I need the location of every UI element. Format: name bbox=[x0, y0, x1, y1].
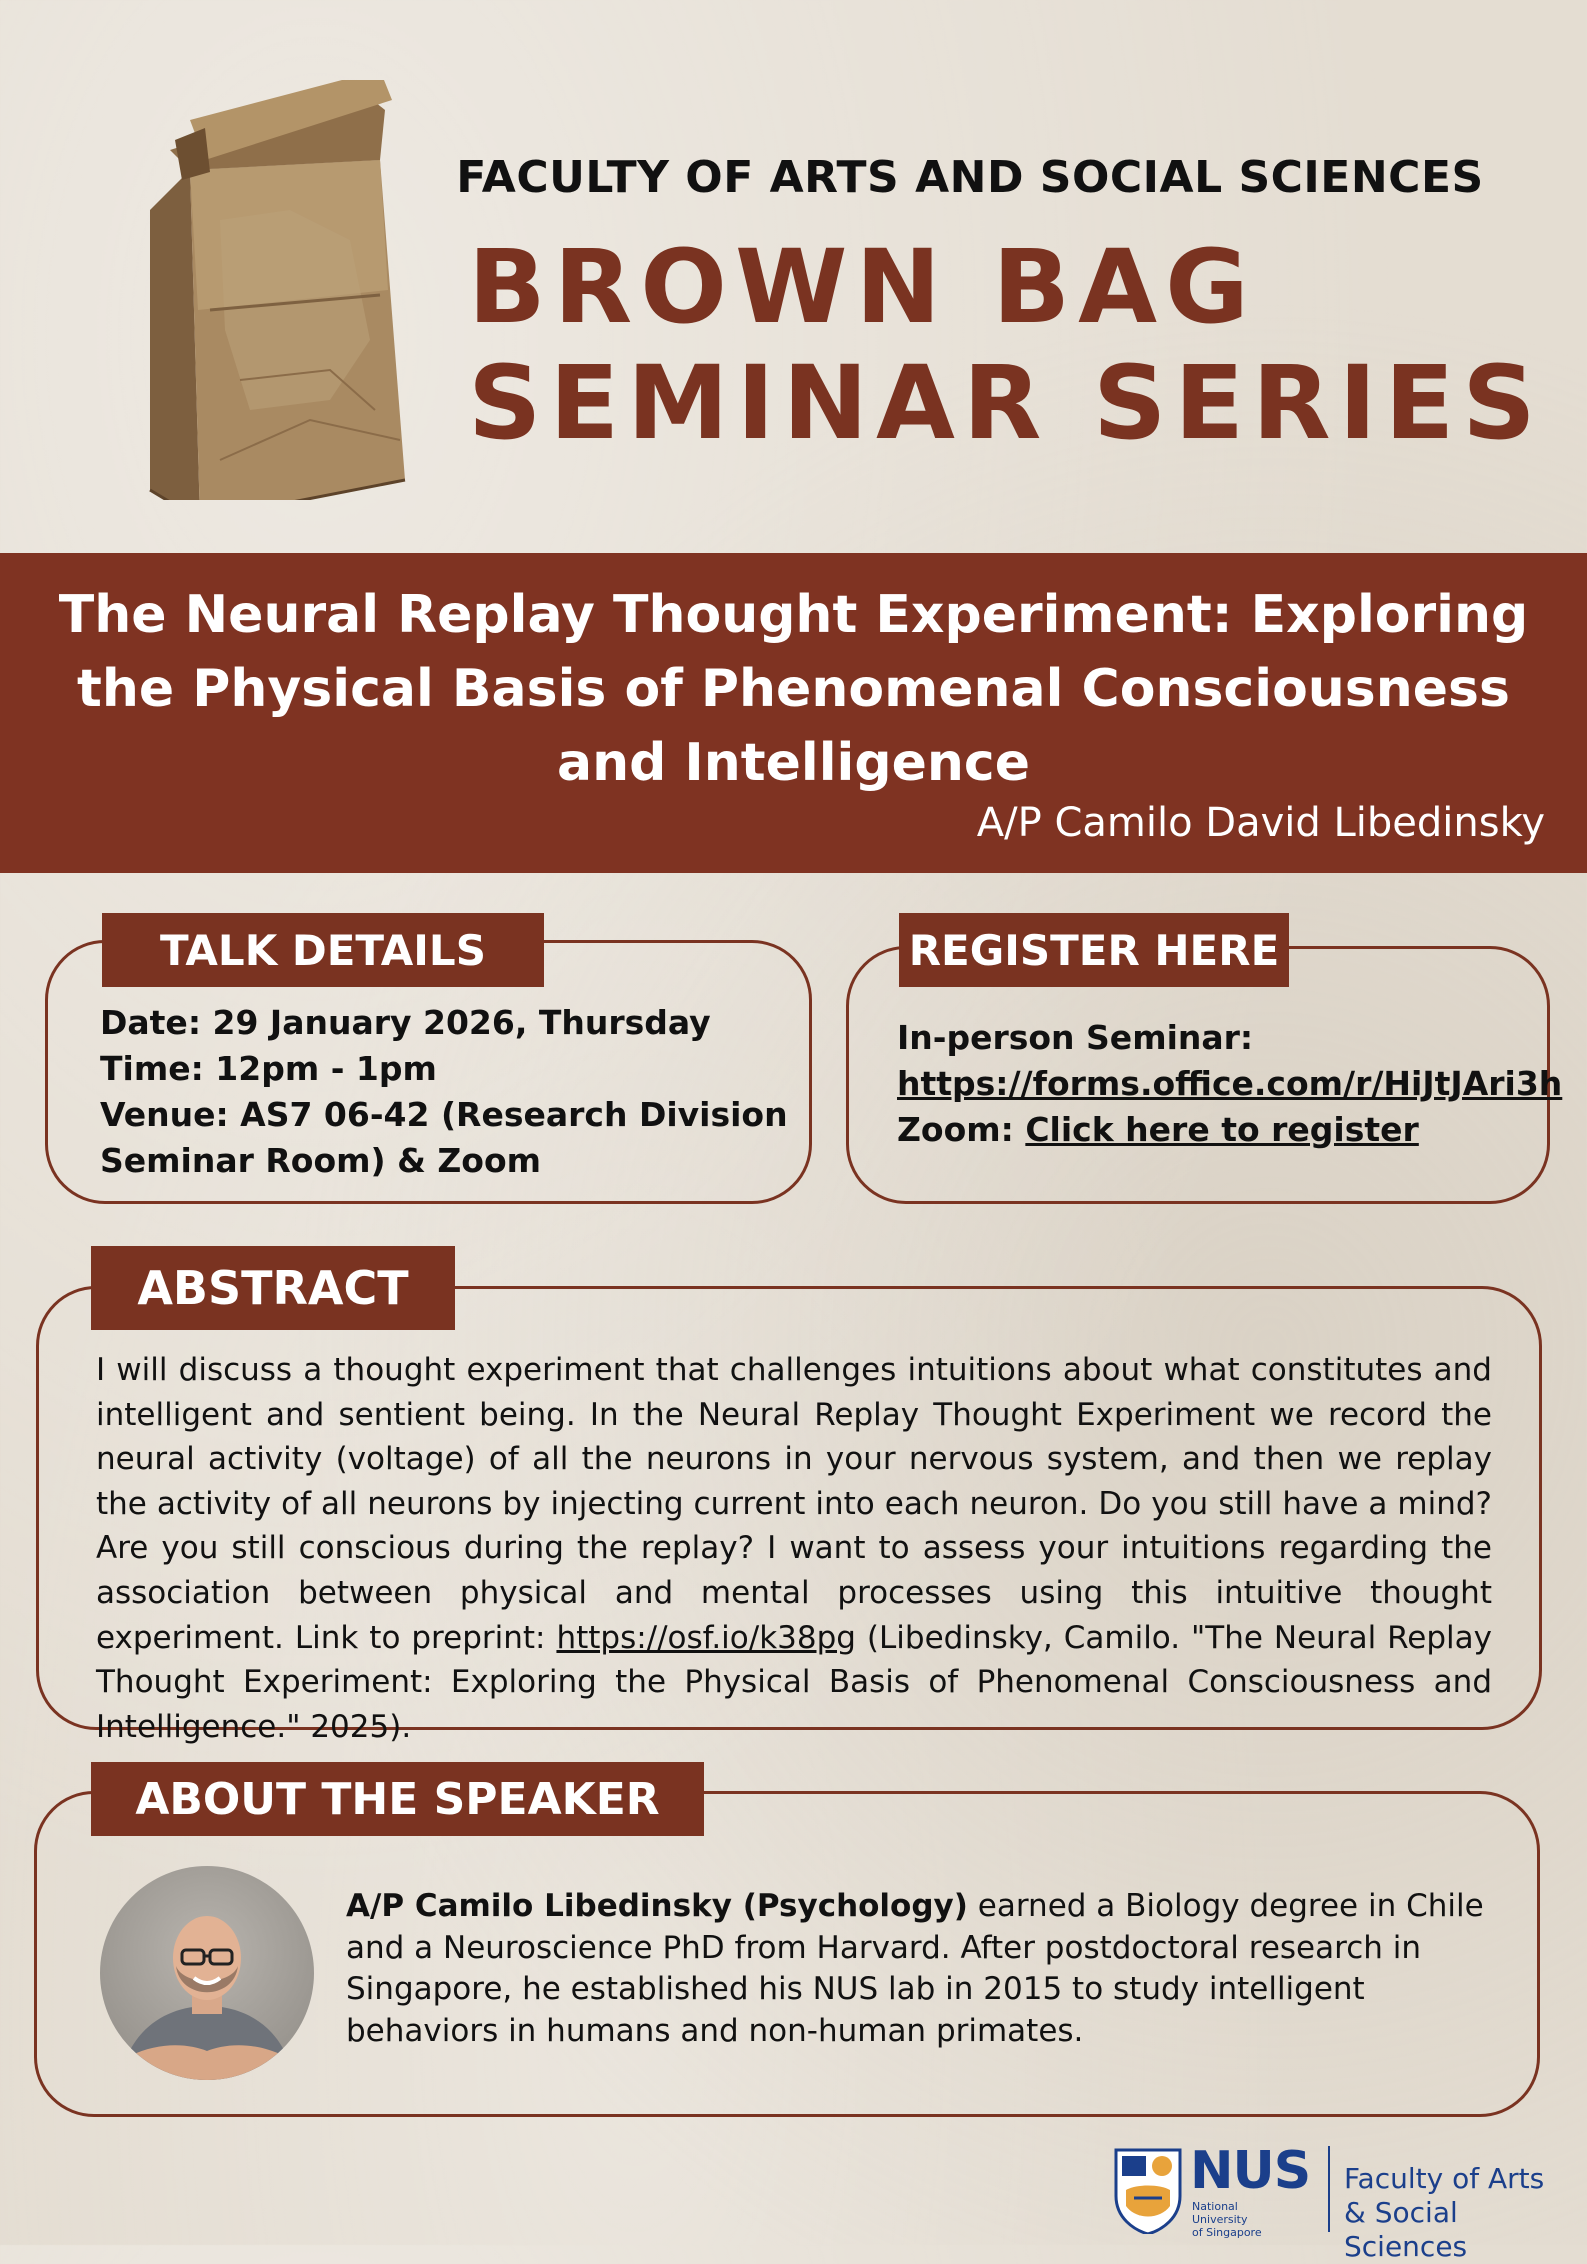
logo-divider bbox=[1328, 2146, 1330, 2232]
nus-full-name-line1: National University bbox=[1192, 2200, 1248, 2226]
inperson-register-link[interactable]: https://forms.office.com/r/HiJtJAri3h bbox=[897, 1064, 1563, 1103]
faculty-heading: FACULTY OF ARTS AND SOCIAL SCIENCES bbox=[456, 152, 1484, 203]
zoom-label: Zoom: bbox=[897, 1110, 1026, 1149]
fass-logo-text bbox=[1344, 2162, 1587, 2264]
talk-time: Time: 12pm - 1pm bbox=[100, 1049, 437, 1088]
paper-bag-illustration bbox=[130, 80, 420, 500]
zoom-register-link[interactable]: Click here to register bbox=[1025, 1110, 1419, 1149]
talk-title: The Neural Replay Thought Experiment: Exploring the Physical Basis of Phenomenal Consciousness and Intelligence bbox=[58, 585, 1529, 793]
speaker-photo-illustration bbox=[100, 1866, 314, 2080]
speaker-photo bbox=[100, 1866, 314, 2080]
register-text bbox=[897, 1015, 1563, 1153]
register-heading: REGISTER HERE bbox=[899, 913, 1289, 987]
abstract-citation: (Libedinsky, Camilo. "The Neural Replay Thought Experiment: Exploring the Physical Basis of Phenomenal Consciousness and Intelligence." 2025). bbox=[96, 1619, 1492, 1745]
abstract-body: I will discuss a thought experiment that challenges intuitions about what constitutes and intelligent and sentient being. In the Neural Replay Thought Experiment we record the neural activity (voltage) of all the neurons in your nervous system, and then we replay the activity of all neurons by injecting current into each neuron. Do you still have a mind? Are you still conscious during the replay? I want to assess your intuitions regarding the association between physical and mental processes using this intuitive thought experiment. Link to preprint: bbox=[96, 1352, 1492, 1656]
talk-details-text bbox=[100, 1000, 790, 1184]
series-title-line2: SEMINAR SERIES bbox=[468, 344, 1544, 463]
talk-details-heading: TALK DETAILS bbox=[102, 913, 544, 987]
talk-venue: Venue: AS7 06-42 (Research Division Seminar Room) & Zoom bbox=[100, 1095, 788, 1180]
fass-line1: Faculty of Arts bbox=[1344, 2162, 1545, 2195]
talk-date: Date: 29 January 2026, Thursday bbox=[100, 1003, 711, 1042]
speaker-bio-text: earned a Biology degree in Chile and a Neuroscience PhD from Harvard. After postdoctoral research in Singapore, he established his NUS lab in 2015 to study intelligent behaviors in humans and non-human primates. bbox=[346, 1888, 1484, 2049]
preprint-link[interactable]: https://osf.io/k38pg bbox=[556, 1619, 856, 1656]
speaker-bio bbox=[346, 1886, 1510, 2052]
speaker-name: A/P Camilo David Libedinsky bbox=[976, 800, 1545, 846]
inperson-label: In-person Seminar: bbox=[897, 1018, 1254, 1057]
nus-full-name-line2: of Singapore bbox=[1192, 2226, 1262, 2239]
series-title bbox=[468, 230, 1568, 462]
speaker-bio-name: A/P Camilo Libedinsky (Psychology) bbox=[346, 1888, 968, 1924]
nus-logo-text: NUS bbox=[1190, 2141, 1311, 2201]
abstract-heading: ABSTRACT bbox=[91, 1246, 455, 1330]
series-title-line1: BROWN BAG bbox=[468, 228, 1257, 347]
nus-full-name bbox=[1192, 2200, 1282, 2239]
about-speaker-heading: ABOUT THE SPEAKER bbox=[91, 1762, 704, 1836]
nus-crest-logo bbox=[1112, 2146, 1184, 2234]
fass-line2: & Social Sciences bbox=[1344, 2196, 1468, 2263]
abstract-text bbox=[96, 1348, 1492, 1749]
